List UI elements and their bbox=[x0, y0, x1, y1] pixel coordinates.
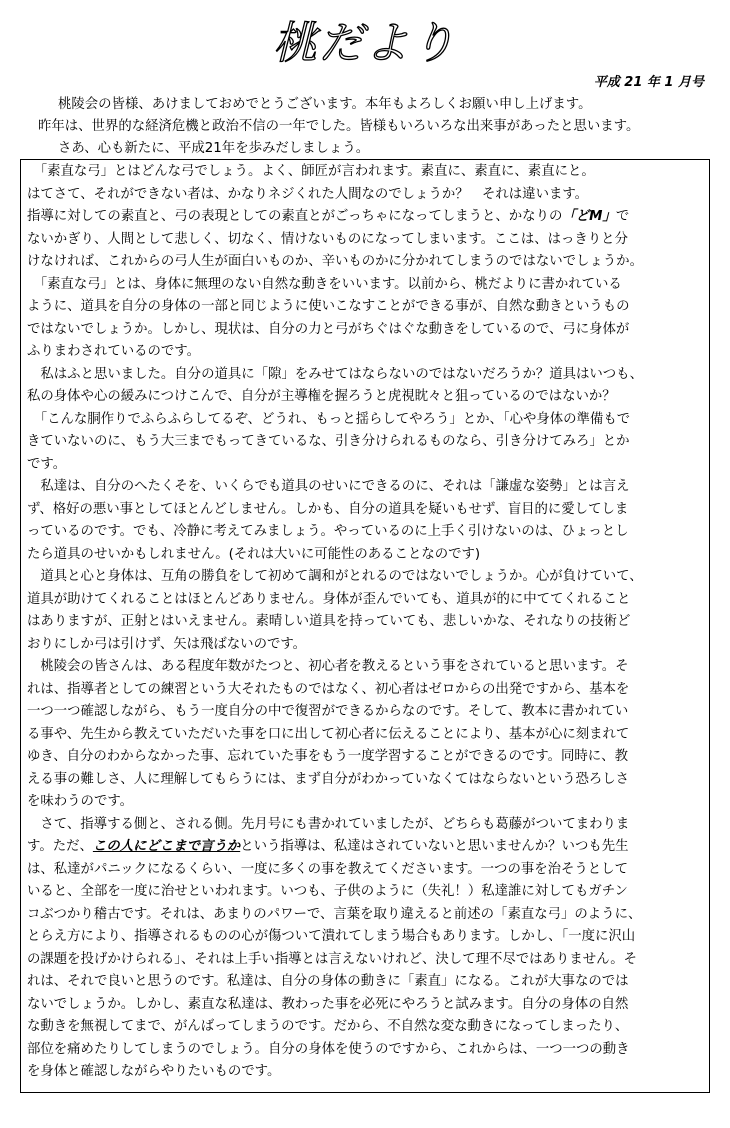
intro-line: 桃陵会の皆様、あけましておめでとうございます。本年もよろしくお願い申し上げます。 bbox=[58, 97, 592, 112]
newsletter-title: 桃だより bbox=[273, 18, 457, 69]
article-line: ではないでしょうか。しかし、現状は、自分の力と弓がちぐはぐな動きをしているので、弓に身体が bbox=[27, 321, 630, 337]
article-line: を味わうのです。 bbox=[27, 794, 134, 809]
article-line: 私達は、自分のへたくそを、いくらでも道具のせいにできるのに、それは「謙虚な姿勢」とは言え bbox=[27, 479, 630, 494]
article-text: で bbox=[615, 209, 630, 224]
emphasized-text: この人にどこまで言うか bbox=[92, 839, 241, 854]
intro-line: さあ、心も新たに、平成21年を歩みだしましょう。 bbox=[58, 141, 370, 156]
article-line: える事の難しさ、人に理解してもらうには、まず自分がわかっていなくてはならないという恐ろしさ bbox=[27, 771, 630, 787]
article-line: ないでしょうか。しかし、素直な私達は、教わった事を必死にやろうと試みます。自分の身体の自然 bbox=[27, 996, 629, 1012]
article-line: な動きを無視してまで、がんばってしまうのです。だから、不自然な変な動きになってしまったり、 bbox=[27, 1019, 629, 1034]
article-line: とらえ方により、指導されるものの心が傷ついて潰れてしまう場合もあります。しかし、「一度に沢山 bbox=[27, 929, 636, 944]
article-text: という指導は、私達はされていないと思いませんか？いつも先生 bbox=[240, 839, 629, 854]
article-line: さて、指導する側と、される側。先月号にも書かれていましたが、どちらも葛藤がついてまわりま bbox=[27, 816, 630, 832]
article-line: きていないのに、もう大三までもってきているな、引き分けられるものなら、引き分けてみろ」とか bbox=[27, 434, 630, 449]
article-line: る事や、先生から教えていただいた事を口に出して初心者に伝えることにより、基本が心に刻まれて bbox=[27, 726, 630, 742]
issue-date: 平成 21 年 1 月号 bbox=[593, 75, 704, 90]
article-line: れは、指導者としての練習という大それたものではなく、初心者はゼロからの出発ですから、基本を bbox=[27, 681, 630, 697]
emphasized-text: 「どM」 bbox=[562, 209, 616, 224]
article-line: ゆき、自分のわからなかった事、忘れていた事をもう一度学習することができるのです。同時に、教 bbox=[27, 749, 628, 764]
article-line bbox=[21, 836, 709, 859]
article-text: 指導に対しての素直と、弓の表現としての素直とがごっちゃになってしまうと、かなりの bbox=[27, 209, 563, 224]
article-line: 部位を痛めたりしてしまうのでしょう。自分の身体を使うのですから、これからは、一つ一つの動き bbox=[27, 1041, 630, 1057]
article-line: おりにしか弓は引けず、矢は飛ばないのです。 bbox=[27, 636, 307, 652]
article-line: たら道具のせいかもしれません。(それは大いに可能性のあることなのです) bbox=[27, 546, 481, 562]
article-line: 桃陵会の皆さんは、ある程度年数がたつと、初心者を教えるという事をされていると思います。そ bbox=[27, 659, 629, 674]
article-line: 一つ一つ確認しながら、もう一度自分の中で復習ができるからなのです。そして、教本に書かれてい bbox=[27, 704, 629, 719]
article-line: の課題を投げかけられる」、それは上手い指導とは言えないけれど、決して理不尽ではありません。そ bbox=[27, 951, 638, 967]
article-line: ず、格好の悪い事としてほとんどしません。しかも、自分の道具を疑いもせず、盲目的に愛してしま bbox=[27, 501, 629, 517]
article-line: ないかぎり、人間として悲しく、切なく、情けないものになってしまいます。ここは、はっきりと分 bbox=[27, 231, 628, 247]
article-line: 私の身体や心の緩みにつけこんで、自分が主導権を握ろうと虎視眈々と狙っているのではないか？ bbox=[27, 389, 616, 404]
article-line: 道具が助けてくれることはほとんどありません。身体が歪んでいても、道具が的に中ててくれること bbox=[27, 591, 631, 607]
article-line: 道具と心と身体は、互角の勝負をして初めて調和がとれるのではないでしょうか。心が負けていて、 bbox=[27, 569, 643, 584]
intro-section bbox=[0, 94, 730, 160]
article-line: っているのです。でも、冷静に考えてみましょう。やっているのに上手く引けないのは、ひょっとし bbox=[27, 524, 629, 539]
article-line: 「こんな胴作りでふらふらしてるぞ、どうれ、もっと揺らしてやろう」とか、「心や身体の準備もで bbox=[27, 411, 631, 427]
article-line: れは、それで良いと思うのです。私達は、自分の身体の動きに「素直」になる。これが大事なのでは bbox=[27, 974, 629, 989]
article-line: 「素直な弓」とは、身体に無理のない自然な動きをいいます。以前から、桃だよりに書かれている bbox=[27, 276, 622, 292]
article-line: ふりまわされているのです。 bbox=[27, 344, 201, 359]
article-line: はてさて、それができない者は、かなりネジくれた人間なのでしょうか？ それは違います。 bbox=[27, 186, 589, 202]
article-line: 私はふと思いました。自分の道具に「隙」をみせてはならないのではないだろうか？道具はいつも、 bbox=[27, 366, 643, 382]
article-line: はありますが、正射とはいえません。素晴しい道具を持っていても、悲しいかな、それなりの技術ど bbox=[27, 614, 631, 629]
article-line: 「素直な弓」とはどんな弓でしょう。よく、師匠が言われます。素直に、素直に、素直にと。 bbox=[27, 164, 595, 179]
article-line: は、私達がパニックになるくらい、一度に多くの事を教えてくださいます。一つの事を治そうとして bbox=[27, 861, 628, 877]
article-line: を身体と確認しながらやりたいものです。 bbox=[27, 1064, 281, 1079]
article-line: いると、全部を一度に治せといわれます。いつも、子供のように（失礼！）私達誰に対してもガチン bbox=[27, 884, 628, 899]
article-line: です。 bbox=[27, 456, 67, 472]
article-line: けなければ、これからの弓人生が面白いものか、辛いものかに分かれてしまうのではないでしょうか。 bbox=[27, 254, 643, 269]
article-box bbox=[20, 159, 710, 1093]
article-line bbox=[21, 206, 709, 229]
article-line: ように、道具を自分の身体の一部と同じように使いこなすことができる事が、自然な動きというもの bbox=[27, 299, 630, 314]
article-line: コぶつかり稽古です。それは、あまりのパワーで、言葉を取り違えると前述の「素直な弓」のように、 bbox=[27, 906, 642, 922]
article-text: す。ただ、 bbox=[27, 839, 93, 854]
intro-line: 昨年は、世界的な経済危機と政治不信の一年でした。皆様もいろいろな出来事があったと思います。 bbox=[38, 119, 640, 134]
